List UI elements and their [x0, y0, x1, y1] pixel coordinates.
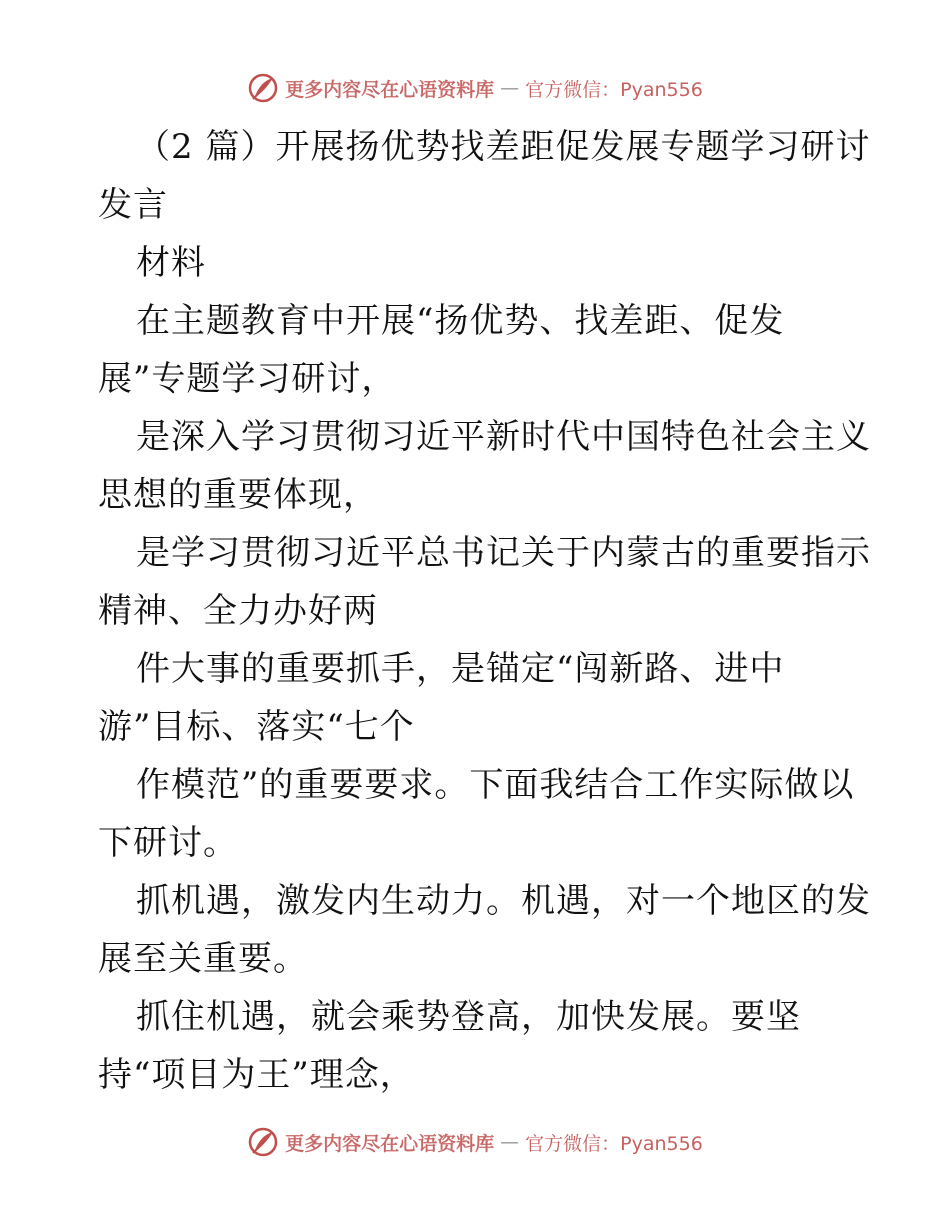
- paragraph-line: 展”专题学习研讨，: [98, 359, 397, 399]
- paragraph-line: 是深入学习贯彻习近平新时代中国特色社会主义: [136, 417, 871, 457]
- watermark-separator: —: [500, 1131, 520, 1153]
- header-watermark: [0, 72, 950, 104]
- doc-title-line-1: （2 篇）开展扬优势找差距促发展专题学习研讨: [136, 127, 871, 167]
- watermark-suffix: 官方微信：Pyan556: [525, 78, 703, 101]
- paragraph-line: 展至关重要。: [98, 939, 308, 979]
- paragraph-line: 抓机遇，激发内生动力。机遇，对一个地区的发: [136, 881, 871, 921]
- paragraph-line: 游”目标、落实“七个: [98, 707, 415, 747]
- document-body: [98, 118, 871, 1104]
- paragraph-line: 作模范”的重要要求。下面我结合工作实际做以: [136, 765, 855, 805]
- doc-title-line-2: 发言: [98, 185, 168, 225]
- paragraph-line: 持“项目为王”理念，: [98, 1055, 415, 1095]
- watermark-text: 更多内容尽在心语资料库: [285, 1132, 495, 1155]
- paragraph-line: 下研讨。: [98, 823, 238, 863]
- watermark-separator: —: [500, 77, 520, 99]
- paragraph-line: 思想的重要体现，: [98, 475, 378, 515]
- feather-logo-icon: [247, 1126, 279, 1158]
- doc-title-line-3: 材料: [136, 243, 206, 283]
- paragraph-line: 抓住机遇，就会乘势登高，加快发展。要坚: [136, 997, 801, 1037]
- watermark-text: 更多内容尽在心语资料库: [285, 78, 495, 101]
- watermark-suffix: 官方微信：Pyan556: [525, 1132, 703, 1155]
- feather-logo-icon: [247, 72, 279, 104]
- paragraph-line: 精神、全力办好两: [98, 591, 378, 631]
- paragraph-line: 件大事的重要抓手，是锚定“闯新路、进中: [136, 649, 785, 689]
- paragraph-line: 在主题教育中开展“扬优势、找差距、促发: [136, 301, 785, 341]
- paragraph-line: 是学习贯彻习近平总书记关于内蒙古的重要指示: [136, 533, 871, 573]
- footer-watermark: [0, 1126, 950, 1158]
